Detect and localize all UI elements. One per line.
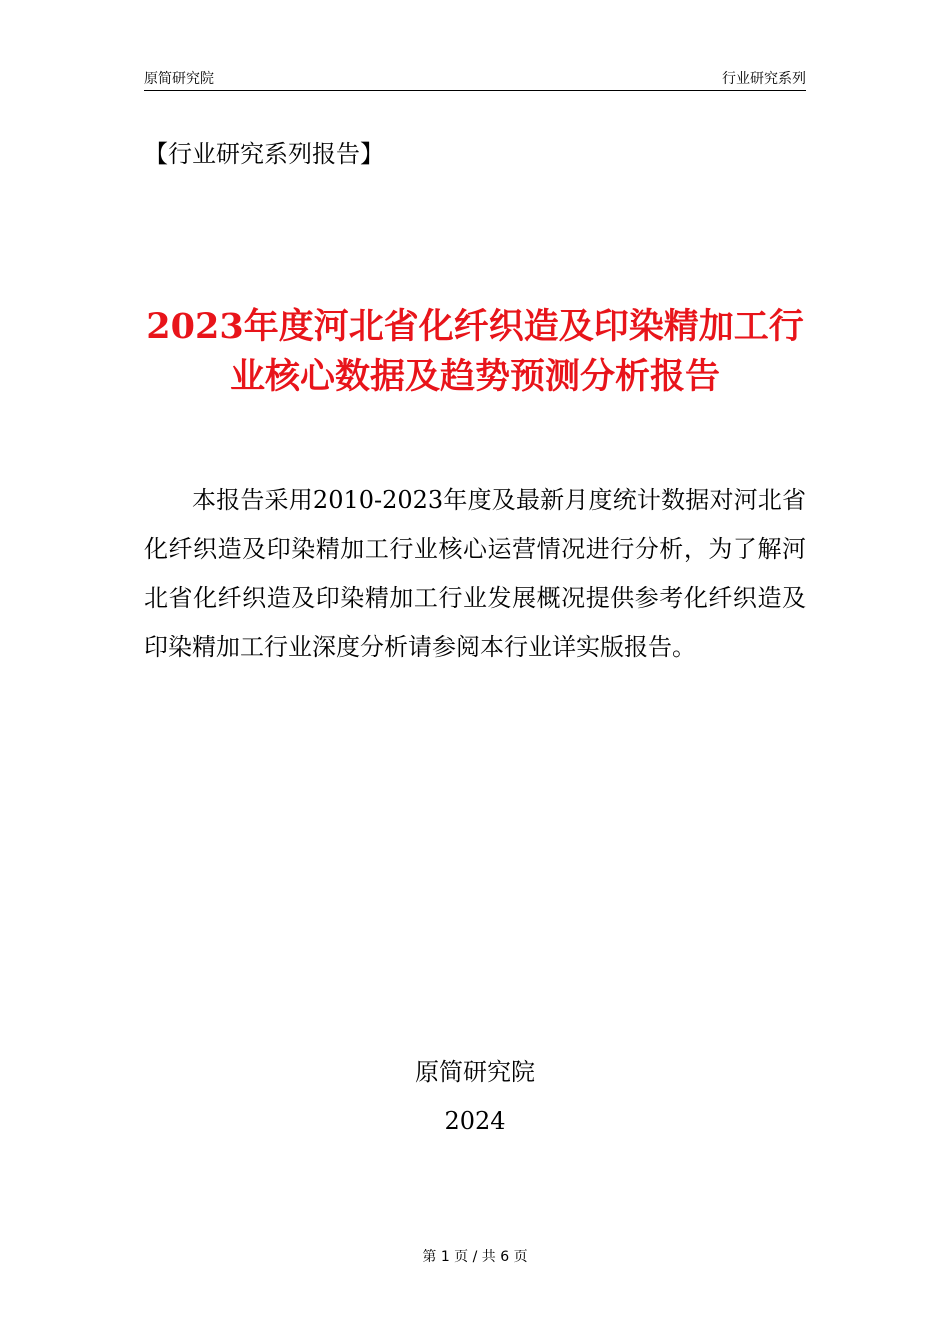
page-header [144,64,806,91]
publisher-name: 原简研究院 [415,1058,535,1086]
publication-year: 2024 [444,1107,506,1135]
header-organization: 原简研究院 [144,71,214,87]
intro-paragraph: 本报告采用2010-2023年度及最新月度统计数据对河北省化纤织造及印染精加工行业核心运营情况进行分析，为了解河北省化纤织造及印染精加工行业发展概况提供参考化纤织造及印染精加工行业深度分析请参阅本行业详实版报告。 [144,486,806,661]
series-tag: 【行业研究系列报告】 [144,140,384,168]
header-series: 行业研究系列 [722,71,806,87]
report-title: 2023年度河北省化纤织造及印染精加工行业核心数据及趋势预测分析报告 [146,306,804,397]
page-footer: 第 1 页 / 共 6 页 [422,1249,528,1265]
